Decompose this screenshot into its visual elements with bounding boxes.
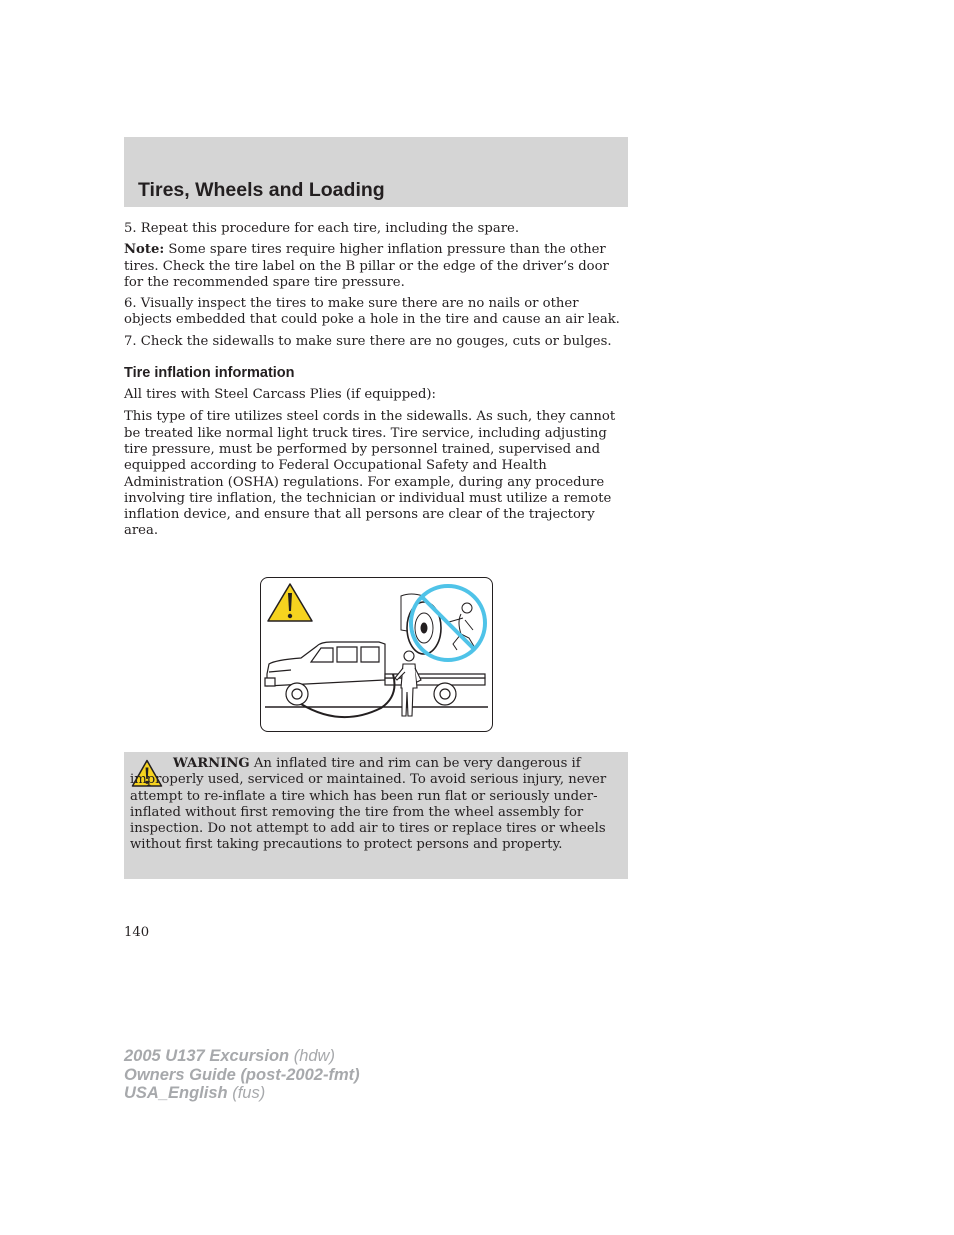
- main-content: [124, 221, 628, 545]
- document-footer: [124, 1047, 360, 1103]
- step-7: 7. Check the sidewalls to make sure there are no gouges, cuts or bulges.: [124, 333, 612, 349]
- body-paragraph: This type of tire utilizes steel cords in the sidewalls. As such, they cannot be treated like normal light truck tires. Tire service, including adjusting tire pressure, must be performed by personnel trained, supervised and equipped according to Federal Occupational Safety and Health Administration (OSHA) regulations. For example, during any procedure involving tire inflation, the technician or individual must utilize a remote inflation device, and ensure that all persons are clear of the trajectory area.: [124, 409, 616, 539]
- footer-language-code: (fus): [227, 1084, 266, 1102]
- note-paragraph: [124, 242, 628, 291]
- footer-line-2: [124, 1066, 360, 1085]
- note-text: Some spare tires require higher inflation pressure than the other tires. Check the tire label on the B pillar or the edge of the driver’s door for the recommended spare tire pressure.: [124, 242, 609, 290]
- page-number: 140: [124, 925, 150, 940]
- warning-body: An inflated tire and rim can be very dangerous if improperly used, serviced or maintained. To avoid serious injury, never attempt to re-inflate a tire which has been run flat or seriously under-inflated without first removing the tire from the wheel assembly for inspection. Do not attempt to add air to tires or replace tires or wheels without first taking precautions to protect persons and property.: [130, 756, 607, 853]
- footer-line-1: [124, 1047, 360, 1066]
- tire-inflation-illustration: [260, 577, 493, 732]
- footer-guide: Owners Guide (post-2002-fmt): [124, 1065, 360, 1084]
- section-title: Tires, Wheels and Loading: [138, 179, 385, 201]
- section-header: [124, 137, 628, 207]
- warning-label: WARNING: [173, 756, 250, 771]
- warning-box: [124, 752, 628, 879]
- pickup-truck: [265, 642, 485, 705]
- subheading: Tire inflation information: [124, 365, 295, 382]
- footer-line-3: [124, 1084, 360, 1103]
- intro-paragraph: All tires with Steel Carcass Plies (if equipped):: [124, 387, 436, 403]
- step-6: 6. Visually inspect the tires to make sure there are no nails or other objects embedded that could poke a hole in the tire and cause an air leak.: [124, 296, 620, 328]
- footer-model: 2005 U137 Excursion: [124, 1047, 290, 1065]
- warning-text: [130, 756, 620, 854]
- footer-model-code: (hdw): [289, 1047, 335, 1065]
- footer-language: USA_English: [124, 1084, 228, 1102]
- note-label: Note:: [124, 242, 165, 258]
- illustration-svg: [261, 578, 492, 731]
- warning-triangle-icon: [268, 584, 312, 621]
- step-5: 5. Repeat this procedure for each tire, including the spare.: [124, 221, 520, 236]
